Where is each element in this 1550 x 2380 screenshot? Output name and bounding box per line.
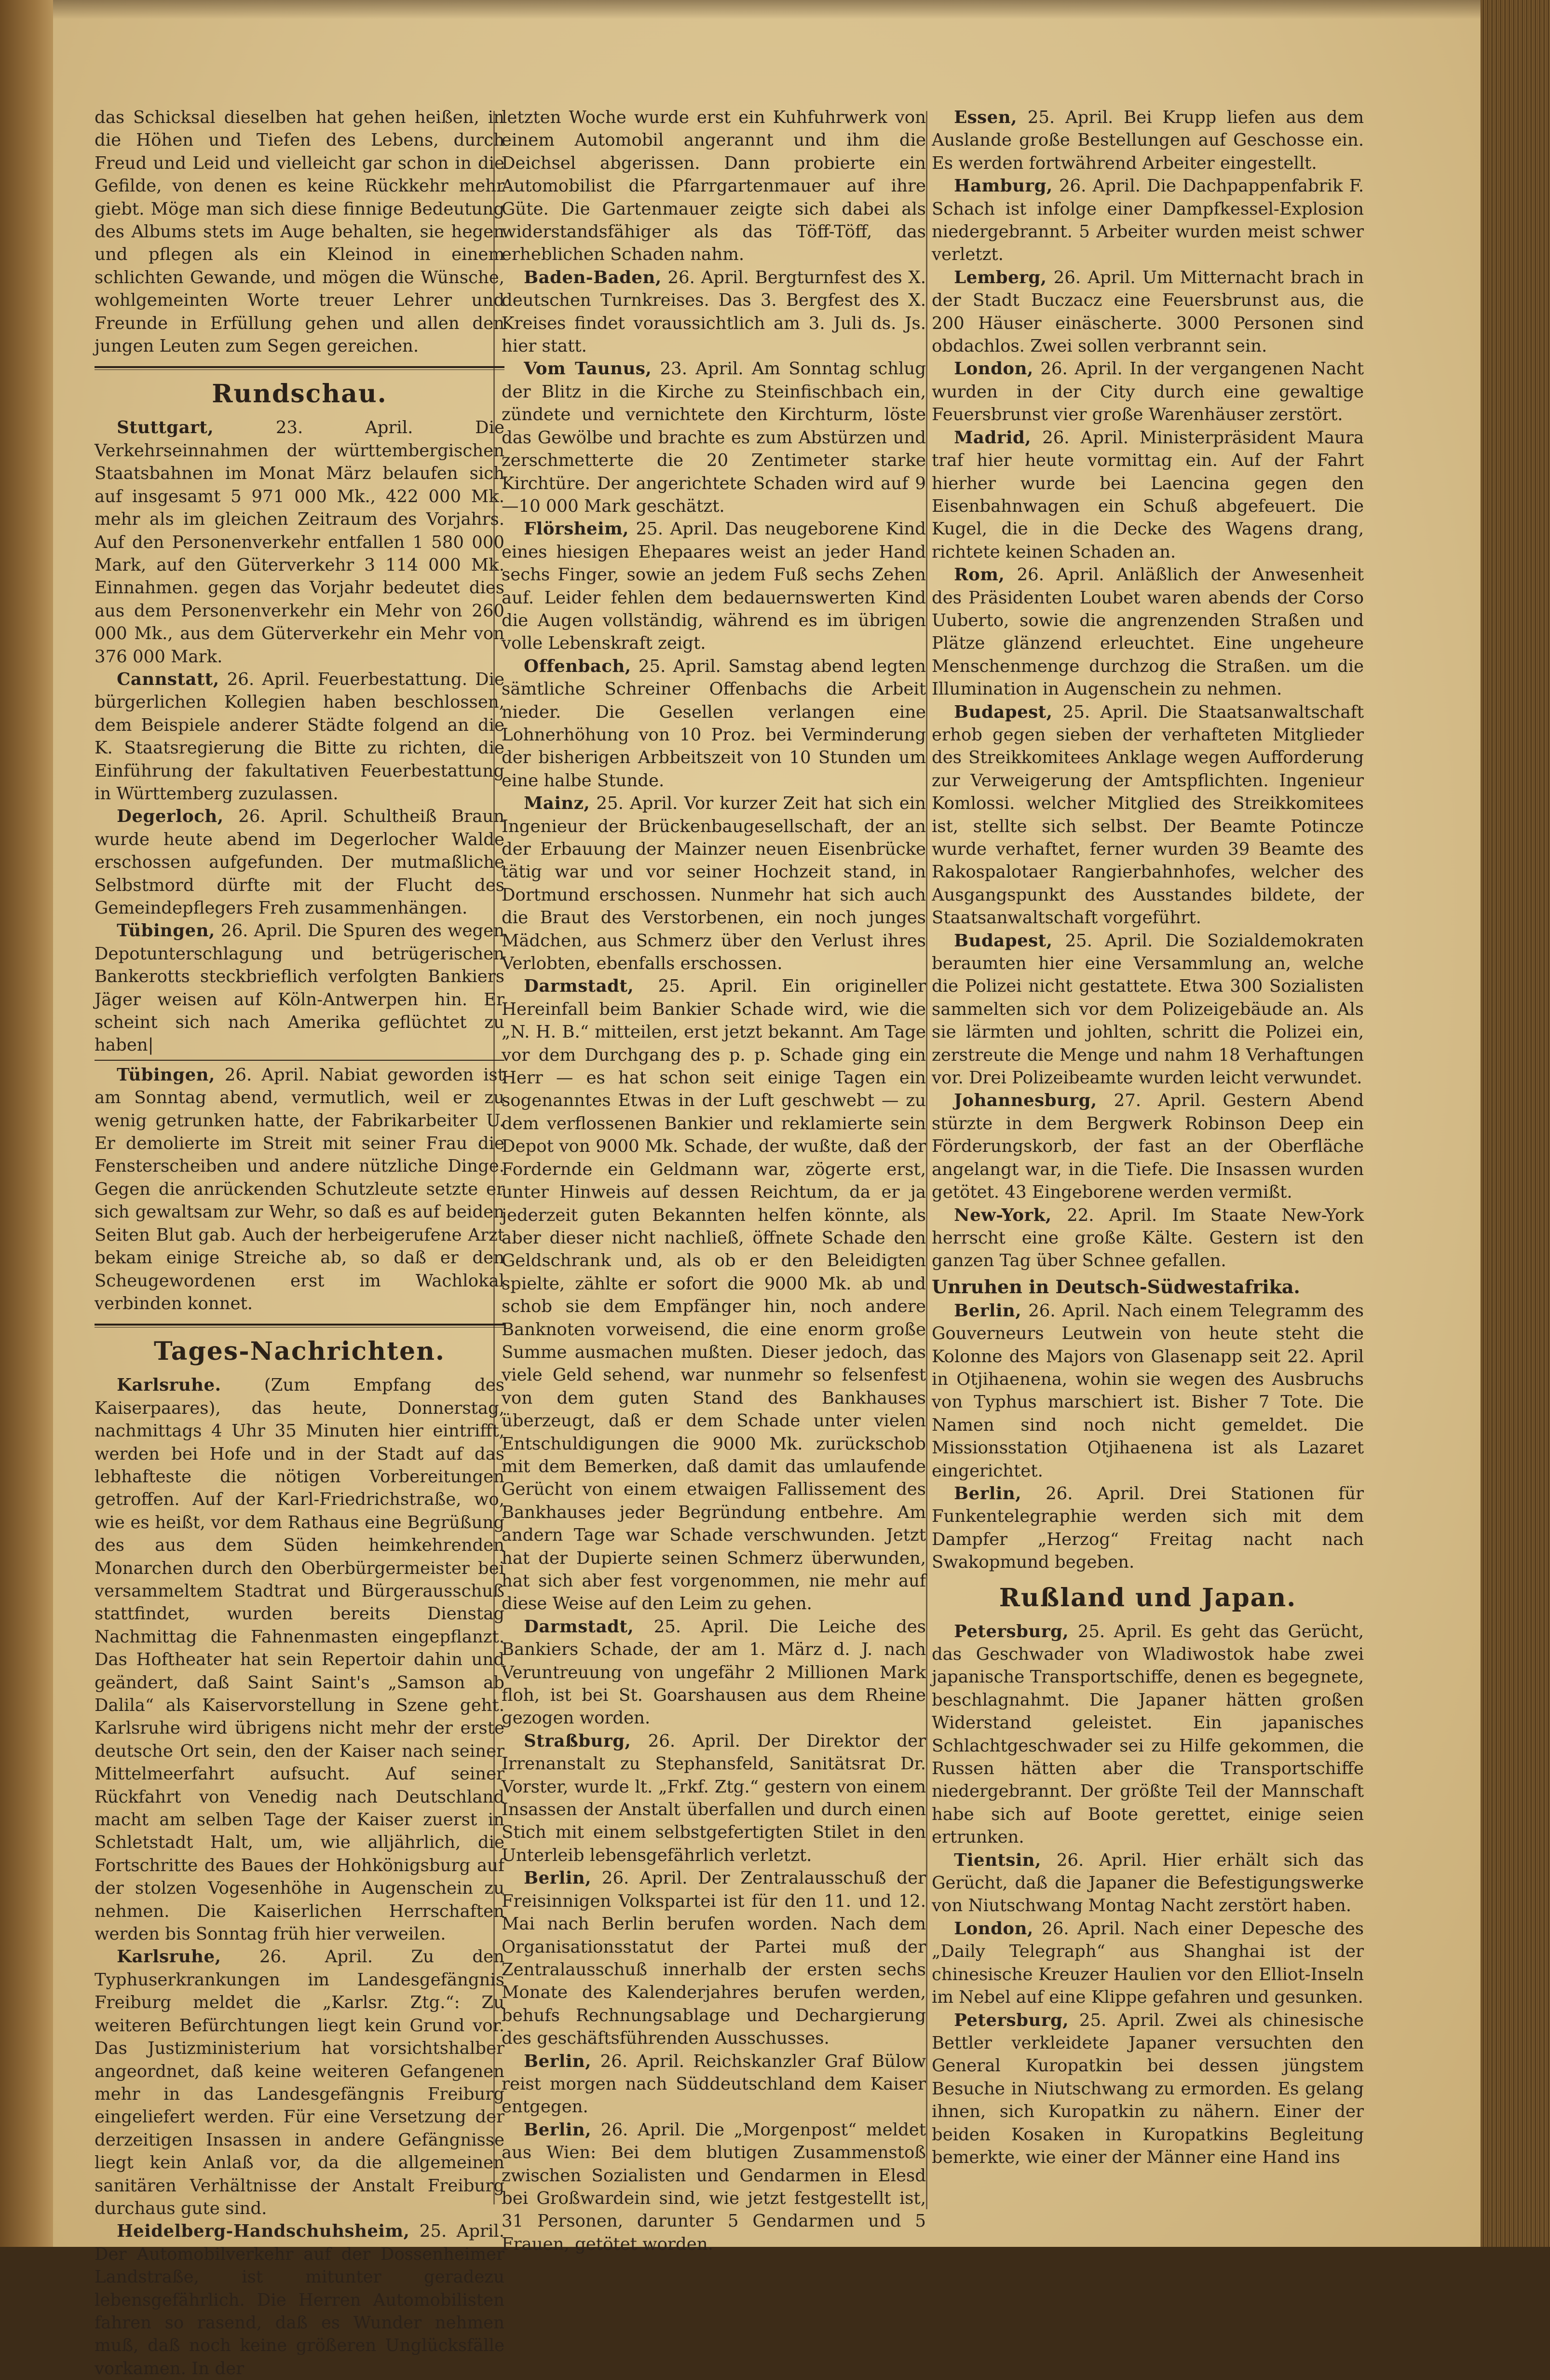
news-item: [932, 1849, 1364, 1917]
dateline: Baden-Baden,: [524, 267, 662, 287]
dateline: Essen,: [954, 108, 1017, 127]
news-text: 27. April. Gestern Abend stürzte in dem Bergwerk Robinson Deep ein Förderungskorb, der fast an der Oberfläche angelangt war, in die Tiefe. Die Insassen wurden getötet. 43 Eingeborene werden vermißt.: [932, 1091, 1364, 1203]
dateline: Darmstadt,: [524, 1616, 634, 1637]
dateline: Vom Taunus,: [524, 359, 652, 379]
news-text: 22. April. Im Staate New-York herrscht eine große Kälte. Gestern ist den ganzen Tag über Schnee gefallen.: [932, 1205, 1364, 1271]
news-text: 23. April. Am Sonntag schlug der Blitz in die Kirche zu Steinfischbach ein, zündete und vernichtete den Kirchturm, löste das Gewölbe und brachte es zum Abstürzen und zerschmetterte die 20 Zentimeter starke Kirchtüre. Der angerichtete Schaden wird auf 9—10 000 Mark geschätzt.: [502, 359, 926, 516]
dateline: London,: [954, 359, 1033, 379]
news-item: [932, 175, 1364, 266]
dateline: Budapest,: [954, 930, 1053, 951]
dateline: Berlin,: [954, 1483, 1022, 1504]
news-item: [95, 668, 504, 805]
dateline: Johannesburg,: [954, 1091, 1097, 1111]
dateline: Berlin,: [524, 1868, 592, 1888]
dateline: Mainz,: [524, 793, 590, 814]
news-text: 26. April. Der Direktor der Irrenanstalt zu Stephansfeld, Sanitätsrat Dr. Vorster, wurde lt. „Frkf. Ztg.“ gestern von einem Insassen der Anstalt überfallen und durch einen Stich mit einem selbstgefertigten Stilet in den Unterleib lebensgefährlich verletzt.: [502, 1731, 926, 1865]
news-item: [932, 426, 1364, 563]
news-item: [932, 1299, 1364, 1482]
column-1: [95, 106, 504, 2380]
news-text: (Zum Empfang des Kaiserpaares), das heute, Donnerstag, nachmittags 4 Uhr 35 Minuten hier eintrifft, werden bei Hofe und in der Stadt auf das lebhafteste die nötigen Vorbereitungen getroffen. Auf der Karl-Friedrichstraße, wo, wie es heißt, vor dem Rathaus eine Begrüßung des aus dem Süden heimkehrenden Monarchen durch den Oberbürgermeister bei versammeltem Stadtrat und Bürgerausschuß stattfindet, wurden bereits Dienstag Nachmittag die Fahnenmasten eingepflanzt. Das Hoftheater hat sein Repertoir dahin und geändert, daß Saint Saint's „Samson ab Dalila“ als Kaiservorstellung in Szene geht. Karlsruhe wird übrigens nicht mehr der erste deutsche Ort sein, den der Kaiser nach seiner Mittelmeerfahrt aufsucht. Auf seiner Rückfahrt von Venedig nach Deutschland macht am selben Tage der Kaiser zuerst in Schletstadt Halt, um, wie alljährlich, die Fortschritte des Baues der Hohkönigsburg auf der stolzen Vogesenhöhe in Augenschein zu nehmen. Die Kaiserlichen Herrschaften werden bis Sonntag früh hier verweilen.: [95, 1375, 504, 1944]
subheading-suedwestafrika: Unruhen in Deutsch-Südwestafrika.: [932, 1275, 1300, 1298]
dateline: Tientsin,: [954, 1850, 1041, 1870]
news-item: [932, 930, 1364, 1090]
news-item: [932, 266, 1364, 358]
dateline: Madrid,: [954, 427, 1032, 448]
news-item: [95, 1374, 504, 1945]
news-text: 26. April. Der Zentralausschuß der Freisinnigen Volkspartei ist für den 11. und 12. Mai nach Berlin berufen worden. Nach dem Organisationsstatut der Partei muß der Zentralausschuß innerhalb der ersten sechs Monate des Kalenderjahres berufen werden, behufs Rechnungsablage und Dechargierung des geschäftsführenden Ausschusses.: [502, 1868, 926, 2049]
dateline: Lemberg,: [954, 267, 1047, 287]
book-page-edges: [1481, 0, 1550, 2247]
news-text: 25. April. Vor kurzer Zeit hat sich ein Ingenieur der Brückenbaugesellschaft, der an der Erbauung der Mainzer neuen Eisenbrücke tätig war und vor seiner Hochzeit stand, in Dortmund erschossen. Nunmehr hat sich auch die Braut des Verstorbenen, ein noch junges Mädchen, aus Schmerz über den Verlust ihres Verlobten, ebenfalls erschossen.: [502, 793, 926, 974]
column-2: [502, 106, 926, 2256]
dateline: Tübingen,: [117, 1065, 215, 1085]
dateline: Berlin,: [524, 2051, 592, 2071]
news-text: 26. April. Nach einem Telegramm des Gouverneurs Leutwein von heute steht die Kolonne des Majors von Glasenapp seit 22. April in Otjihaenena, wohin sie wegen des Ausbruchs von Typhus marschiert ist. Bisher 7 Tote. Die Namen sind noch nicht gemeldet. Die Missionsstation Otjihaenena ist als Lazaret eingerichtet.: [932, 1300, 1364, 1481]
news-item: [932, 1089, 1364, 1204]
section-heading-russland-japan: Rußland und Japan.: [999, 1583, 1297, 1613]
news-item: [502, 1730, 926, 1867]
news-text: 25. April. Die Leiche des Bankiers Schade, der am 1. März d. J. nach Veruntreuung von ungefähr 2 Millionen Mark floh, ist bei St. Goarshausen aus dem Rheine gezogen worden.: [502, 1616, 926, 1728]
news-item: [502, 975, 926, 1615]
dateline: Offenbach,: [524, 656, 631, 676]
news-text: 26. April. Nabiat geworden ist am Sonntag abend, vermutlich, weil er zu wenig getrunken hatte, der Fabrikarbeiter U. Er demolierte im Streit mit seiner Frau die Fensterscheiben und andere nützliche Dinge. Gegen die anrückenden Schutzleute setzte er sich gewaltsam zur Wehr, so daß es auf beiden Seiten Blut gab. Auch der herbeigerufene Arzt bekam einige Streiche ab, so daß er den Scheugewordenen erst im Wachlokal verbinden konnet.: [95, 1065, 504, 1313]
article-continuation: das Schicksal dieselben hat gehen heißen, in die Höhen und Tiefen des Lebens, durch Freud und Leid und vielleicht gar schon in die Gefilde, von denen es keine Rückkehr mehr giebt. Möge man sich diese finnige Bedeutung des Albums stets im Auge behalten, sie hegen und pflegen als ein Kleinod in einem schlichten Gewande, und mögen die Wünsche, wohlgemeinten Worte treuer Lehrer und Freunde in Erfüllung gehen und allen den jungen Leuten zum Segen gereichen.: [95, 108, 504, 356]
news-text: 26. April. In der vergangenen Nacht wurden in der City durch eine gewaltige Feuersbrunst vier große Warenhäuser zerstört.: [932, 359, 1364, 425]
news-item: [502, 655, 926, 792]
column-3: [932, 106, 1364, 2169]
news-item: [95, 805, 504, 919]
news-item: [502, 357, 926, 518]
news-item: [95, 919, 504, 1056]
news-item: [502, 2119, 926, 2256]
news-text: 26. April. Die Dachpappenfabrik F. Schach ist infolge einer Dampfkessel-Explosion niedergebrannt. 5 Arbeiter wurden meist schwer verletzt.: [932, 176, 1364, 265]
dateline: Tübingen,: [117, 921, 215, 941]
news-item: [932, 1482, 1364, 1574]
dateline: Darmstadt,: [524, 976, 634, 997]
news-text: 26. April. Hier erhält sich das Gerücht, daß die Japaner die Befestigungswerke von Niutschwang Montag Nacht zerstört haben.: [932, 1850, 1364, 1916]
news-item: [932, 357, 1364, 426]
news-text: 25. April. Die Staatsanwaltschaft erhob gegen sieben der verhafteten Mitglieder des Streikkomitees Anklage wegen Aufforderung zur Verweigerung der Amtspflichten. Ingenieur Komlossi. welcher Mitglied des Streikkomitees ist, stellte sich selbst. Der Beamte Potincze wurde verhaftet, ferner wurden 39 Beamte des Rakospalotaer Rangierbahnhofes, welcher des Ausgangspunkt des Ausstandes bildete, der Staatsanwaltschaft vorgeführt.: [932, 702, 1364, 928]
news-item: [502, 518, 926, 655]
news-item: [932, 2009, 1364, 2169]
news-text: 26. April. Anläßlich der Anwesenheit des Präsidenten Loubet waren abends der Corso Uuberto, sowie die angrenzenden Straßen und Plätze glänzend erleuchtet. Eine ungeheure Menschenmenge durchzog die Straßen. um die Illumination in Augenschein zu nehmen.: [932, 565, 1364, 699]
news-item: [932, 1620, 1364, 1849]
news-item: [502, 1867, 926, 2050]
news-text: 26. April. Zu den Typhuserkrankungen im Landesgefängnis Freiburg meldet die „Karlsr. Ztg.“: Zu weiteren Befürchtungen liegt kein Grund vor. Das Justizministerium hat vorsichtshalber angeordnet, daß keine weiteren Gefangenen mehr in das Landesgefängnis Freiburg eingeliefert werden. Für eine Versetzung der derzeitigen Insassen in andere Gefängnisse liegt kein Anlaß vor, da die allgemeinen sanitären Verhältnisse der Anstalt Freiburg durchaus gute sind.: [95, 1947, 504, 2218]
dateline: Straßburg,: [524, 1731, 631, 1751]
news-text: 26. April. Bergturnfest des X. deutschen Turnkreises. Das 3. Bergfest des X. Kreises findet voraussichtlich am 3. Juli ds. Js. hier statt.: [502, 267, 926, 356]
news-text: 25. April. Das neugeborene Kind eines hiesigen Ehepaares weist an jeder Hand sechs Finger, sowie an jedem Fuß sechs Zehen auf. Leider fehlen dem bedauernswerten Kind die Augen vollständig, während es im übrigen volle Lebenskraft zeigt.: [502, 519, 926, 654]
dateline: New-York,: [954, 1205, 1052, 1225]
dateline: London,: [954, 1918, 1033, 1939]
news-text: 26. April. Ministerpräsident Maura traf hier heute vormittag ein. Auf der Fahrt hierher wurde bei Laencina gegen den Eisenbahnwagen ein Schuß abgefeuert. Die Kugel, die in die Decke des Wagens drang, richtete keinen Schaden an.: [932, 427, 1364, 562]
news-text: 26. April. Die „Morgenpost“ meldet aus Wien: Bei dem blutigen Zusammenstoß zwischen Sozialisten und Gendarmen in Elesd bei Großwardein sind, wie jetzt festgestellt ist, 31 Personen, darunter 5 Gendarmen und 5 Frauen, getötet worden.: [502, 2120, 926, 2254]
news-item: [502, 1615, 926, 1730]
news-item: [502, 2050, 926, 2119]
news-text: 25. April. Die Sozialdemokraten beraumten hier eine Versammlung an, welche die Polizei nicht gestattete. Etwa 300 Sozialisten sammelten sich vor dem Polizeigebäude an. Als sie lärmten und johlten, schritt die Polizei ein, zerstreute die Menge und nahm 18 Verhaftungen vor. Drei Polizeibeamte wurden leicht verwundet.: [932, 930, 1364, 1088]
news-item: [932, 563, 1364, 700]
top-shadow: [53, 0, 1481, 19]
dateline: Cannstatt,: [117, 669, 219, 689]
news-text: 25. April. Ein origineller Hereinfall beim Bankier Schade wird, wie die „N. H. B.“ mitteilen, erst jetzt bekannt. Am Tage vor dem Durchgang des p. p. Schade ging ein Herr — es hat schon seit einige Tagen ein sogenanntes Etwas in der Luft geschwebt — zu dem verflossenen Bankier und reklamierte sein Depot von 9000 Mk. Schade, der wußte, daß der Fordernde ein Geldmann war, zögerte erst, unter Hinweis auf dessen Reichtum, da er ja jederzeit guten Bekannten helfen könnte, als aber dieser nicht nachließ, öffnete Schade den Geldschrank und, als ob er den Beleidigten spielte, zählte er sofort die 9000 Mk. ab und schob sie dem Empfänger hin, noch andere Banknoten vorweisend, die eine enorm große Summe ausmachen mußten. Dieser jedoch, das viele Geld sehend, war nunmehr so felsenfest von dem guten Stand des Bankhauses überzeugt, daß er dem Schade unter vielen Entschuldigungen die 9000 Mk. zurückschob mit dem Bemerken, daß damit das umlaufende Gerücht von einem etwaigen Fallissement des Bankhauses jeder Begründung entbehre. Am andern Tage war Schade verschwunden. Jetzt hat der Dupierte seinen Schmerz überwunden, hat sich aber fest vorgenommen, nie mehr auf diese Weise auf den Leim zu gehen.: [502, 976, 926, 1614]
dateline: Karlsruhe,: [117, 1947, 221, 1967]
news-text: 26. April. Um Mitternacht brach in der Stadt Buczacz eine Feuersbrunst aus, die 200 Häuser einäscherte. 3000 Personen sind obdachlos. Zwei sollen verbrannt sein.: [932, 267, 1364, 356]
dateline: Hamburg,: [954, 176, 1053, 196]
news-item: [932, 701, 1364, 930]
section-divider: [95, 366, 504, 370]
dateline: Stuttgart,: [117, 418, 214, 438]
article-continuation: letzten Woche wurde erst ein Kuhfuhrwerk von einem Automobil angerannt und ihm die Deichsel abgerissen. Dann probierte ein Automobilist die Pfarrgartenmauer auf ihre Güte. Die Gartenmauer zeigte sich dabei als widerstandsfähiger als das Töff-Töff, das erheblichen Schaden nahm.: [502, 108, 926, 265]
news-item: [502, 792, 926, 975]
section-heading-rundschau: Rundschau.: [212, 379, 387, 409]
dateline: Berlin,: [524, 2120, 592, 2140]
news-text: 26. April. Drei Stationen für Funkentelegraphie werden sich mit dem Dampfer „Herzog“ Freitag nacht nach Swakopmund begeben.: [932, 1483, 1364, 1573]
dateline: Degerloch,: [117, 807, 224, 827]
news-text: 25. April. Samstag abend legten sämtliche Schreiner Offenbachs die Arbeit nieder. Die Gesellen verlangen eine Lohnerhöhung von 10 Proz. bei Verminderung der bisherigen Arbbeitszeit von 10 Stunden um eine halbe Stunde.: [502, 656, 926, 791]
news-item: [95, 1064, 504, 1315]
news-item: [95, 2220, 504, 2380]
news-text: 26. April. Reichskanzler Graf Bülow reist morgen nach Süddeutschland dem Kaiser entgegen.: [502, 2051, 926, 2117]
dateline: Berlin,: [954, 1300, 1022, 1321]
dateline: Petersburg,: [954, 1621, 1069, 1641]
news-item: [95, 1945, 504, 2220]
news-text: 26. April. Schultheiß Braun wurde heute abend im Degerlocher Walde erschossen aufgefunden. Der mutmaßliche Selbstmord dürfte mit der Flucht des Gemeindepflegers Freh zusammenhängen.: [95, 807, 504, 918]
dateline: Karlsruhe.: [117, 1375, 221, 1395]
news-item: [932, 1204, 1364, 1272]
column-rule-2: [926, 111, 927, 2209]
news-item: [502, 266, 926, 358]
news-text: 25. April. Der Automobilverkehr auf der Dossenheimer Landstraße, ist mitunter geradezu lebensgefährlich. Die Herren Automobilisten fahren so rasend, daß es Wunder nehmen muß, daß noch keine größeren Unglücksfälle vorkamen. In der: [95, 2221, 504, 2379]
item-divider: [95, 1060, 504, 1061]
dateline: Rom,: [954, 565, 1005, 585]
news-text: 26. April. Die Spuren des wegen Depotunterschlagung und betrügerischen Bankerotts steckbrieflich verfolgten Bankiers Jäger weisen auf Köln-Antwerpen hin. Er scheint sich nach Amerika geflüchtet zu haben|: [95, 921, 504, 1055]
dateline: Budapest,: [954, 702, 1053, 722]
news-text: 25. April. Zwei als chinesische Bettler verkleidete Japaner versuchten den General Kuropatkin bei dessen jüngstem Besuche in Niutschwang zu ermorden. Es gelang ihnen, sich Kuropatkin zu nähern. Einer der beiden Kosaken in Kuropatkins Begleitung bemerkte, wie einer der Männer eine Hand ins: [932, 2010, 1364, 2167]
news-item: [932, 106, 1364, 175]
dateline: Heidelberg-Handschuhsheim,: [117, 2221, 410, 2242]
news-text: 26. April. Feuerbestattung. Die bürgerlichen Kollegien haben beschlossen, dem Beispiele anderer Städte folgend an die K. Staatsregierung die Bitte zu richten, die Einführung der fakultativen Feuerbestattung in Württemberg zuzulassen.: [95, 669, 504, 804]
section-heading-tages-nachrichten: Tages-Nachrichten.: [153, 1337, 446, 1367]
news-item: [932, 1917, 1364, 2009]
news-text: 23. April. Die Verkehrseinnahmen der württembergischen Staatsbahnen im Monat März belaufen sich auf insgesamt 5 971 000 Mk., 422 000 Mk. mehr als im gleichen Zeitraum des Vorjahrs. Auf den Personenverkehr entfallen 1 580 000 Mark, auf den Güterverkehr 3 114 000 Mk. Einnahmen. gegen das Vorjahr bedeutet dies aus dem Personenverkehr ein Mehr von 260 000 Mk., aus dem Güterverkehr ein Mehr von 376 000 Mark.: [95, 418, 504, 667]
news-text: 25. April. Es geht das Gerücht, das Geschwader von Wladiwostok habe zwei japanische Transportschiffe, denen es begegnete, beschlagnahmt. Die Japaner hätten großen Widerstand geleistet. Ein japanisches Schlachtgeschwader sei zu Hilfe gekommen, die Russen hätten aber die Transportschiffe niedergebrannt. Der größte Teil der Mannschaft habe sich auf Boote gerettet, einige seien ertrunken.: [932, 1621, 1364, 1847]
dateline: Flörsheim,: [524, 519, 629, 539]
news-item: [95, 416, 504, 668]
section-divider: [95, 1324, 504, 1327]
news-text: 25. April. Bei Krupp liefen aus dem Auslande große Bestellungen auf Geschosse ein. Es werden fortwährend Arbeiter eingestellt.: [932, 108, 1364, 173]
news-text: 26. April. Nach einer Depesche des „Daily Telegraph“ aus Shanghai ist der chinesische Kreuzer Haulien vor den Elliot-Inseln im Nebel auf eine Klippe gefahren und gesunken.: [932, 1918, 1364, 2008]
dateline: Petersburg,: [954, 2010, 1069, 2030]
